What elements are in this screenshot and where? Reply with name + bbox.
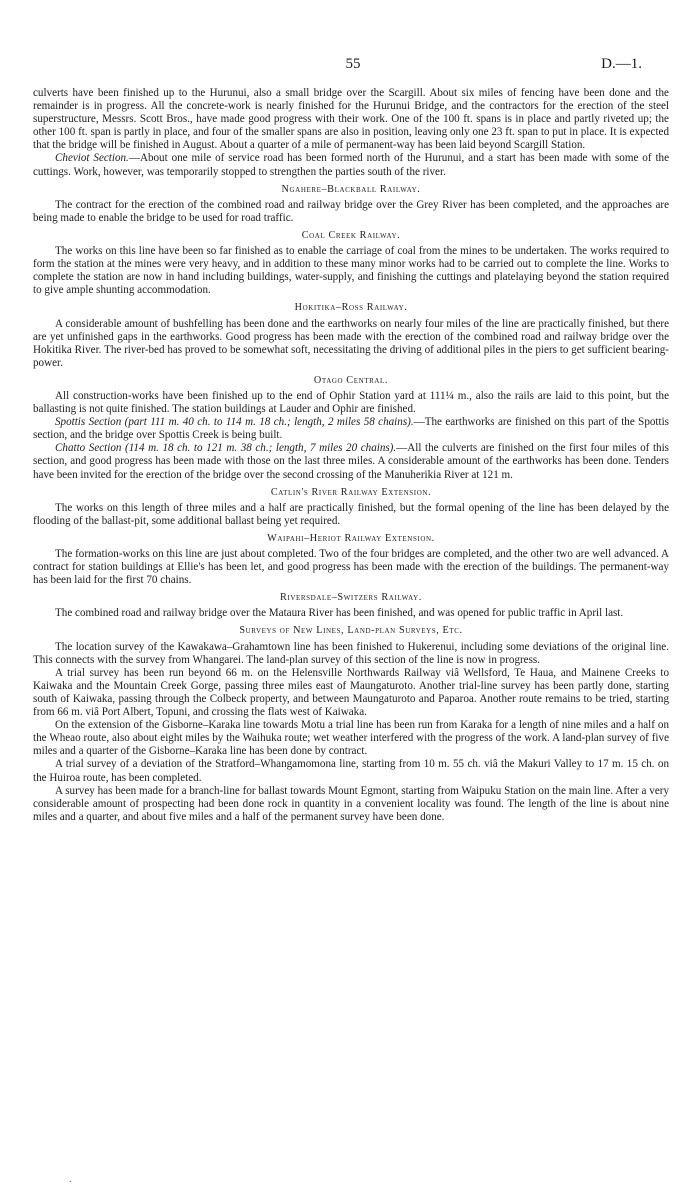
paragraph-gisborne-karaka-survey: On the extension of the Gisborne–Karaka line towards Motu a trial line has been run from Karaka for a length of nine miles and a half on the Wheao route, also about eight miles by the Waihuka route; wet weather interfered with the progress of the work. A land-plan survey of five miles and a quarter of the Gisborne–Karaka line has been done by contract.	[33, 719, 669, 758]
paragraph-hurunui-continued: culverts have been finished up to the Hurunui, also a small bridge over the Scargill. About six miles of fencing have been done and the remainder is in progress. All the concrete-work is nearly finished for the Hurunui Bridge, and the contractors for the erection of the steel superstructure, Messrs. Scott Bros., have made good progress with their work. One of the 100 ft. spans is in place and partly riveted up; the other 100 ft. span is partly in place, and four of the smaller spans are also in position, leaving only one 23 ft. span to put in place. It is expected that the bridge will be finished in August. About a quarter of a mile of permanent-way has been laid beyond Scargill Station.	[33, 87, 669, 152]
paragraph-spottis-section	[33, 416, 669, 442]
paragraph-chatto-section	[33, 442, 669, 481]
section-lead: Spottis Section (part 111 m. 40 ch. to 114 m. 18 ch.; length, 2 miles 58 chains).	[55, 416, 414, 429]
document-reference: D.—1.	[601, 56, 642, 72]
section-heading-waipahi-heriot: Waipahi–Heriot Railway Extension.	[267, 532, 435, 544]
paragraph-riversdale-switzers: The combined road and railway bridge over the Mataura River has been finished, and was opened for public traffic in April last.	[55, 607, 624, 620]
section-heading-catlins-river: Catlin's River Railway Extension.	[270, 486, 432, 498]
paragraph-coal-creek: The works on this line have been so far finished as to enable the carriage of coal from the mines to be undertaken. The works required to form the station at the mines were very heavy, and in addition to these many minor works had to be carried out to complete the line. Works to complete the station are now in hand including buildings, water-supply, and finishing the cuttings and platelaying beyond the station required to give ample shunting accommodation.	[33, 245, 669, 297]
paragraph-hokitika-ross: A considerable amount of bushfelling has been done and the earthworks on nearly four miles of the line are practically finished, but there are yet unfinished gaps in the earthworks. Good progress has been made with the erection of the combined road and railway bridge over the Hokitika River. The river-bed has proved to be somewhat soft, necessitating the driving of additional piles in the piers to get sufficient bearing-power.	[33, 317, 669, 369]
section-heading-riversdale-switzers: Riversdale–Switzers Railway.	[280, 592, 422, 604]
paragraph-text: —The earthworks are finished on this part of the Spottis section, and the bridge over Spottis Creek is being built.	[33, 416, 669, 442]
page-header	[0, 56, 700, 76]
paragraph-catlins-river: The works on this length of three miles and a half are practically finished, but the formal opening of the line has been delayed by the flooding of the ballast-pit, some additional ballast being yet required.	[33, 501, 669, 527]
section-heading-hokitika-ross: Hokitika–Ross Railway.	[294, 302, 408, 314]
paragraph-helensville-survey: A trial survey has been run beyond 66 m. on the Helensville Northwards Railway viâ Wellsford, Te Haua, and Mainene Creeks to Kaiwaka and the Mountain Creek Gorge, passing three miles east of Maungaturoto. Another trial-line survey has been partly done, starting south of Kaiwaka, passing through the Colbeck property, and between Maungaturoto and Paparoa. Another route remains to be tried, starting from 66 m. viâ Port Albert, Topuni, and crossing the flats west of Kaiwaka.	[33, 666, 669, 719]
section-lead: Cheviot Section.	[55, 152, 129, 165]
paragraph-kawakawa-survey: The location survey of the Kawakawa–Grahamtown line has been finished to Hukerenui, including some deviations of the original line. This connects with the survey from Whangarei. The land-plan survey of this section of the line is now in progress.	[33, 640, 669, 666]
paragraph-ngahere-blackball: The contract for the erection of the combined road and railway bridge over the Grey River has been completed, and the approaches are being made to enable the bridge to be used for road traffic.	[33, 198, 669, 224]
paragraph-text: —About one mile of service road has been formed north of the Hurunui, and a start has been made with some of the cuttings. Work, however, was temporarily stopped to strengthen the parties south of the river.	[33, 152, 669, 178]
document-body	[33, 87, 669, 824]
section-lead: Chatto Section (114 m. 18 ch. to 121 m. 38 ch.; length, 7 miles 20 chains).	[55, 442, 397, 455]
paragraph-otago-central: All construction-works have been finished up to the end of Ophir Station yard at 111¼ m., also the rails are laid to this point, but the ballasting is not quite finished. The station buildings at Lauder and Ophir are finished.	[33, 389, 669, 416]
section-heading-otago-central: Otago Central.	[313, 374, 389, 386]
section-heading-surveys: Surveys of New Lines, Land-plan Surveys, Etc.	[239, 625, 463, 637]
paragraph-text: —All the culverts are finished on the first four miles of this section, and good progress has been made with those on the last three miles. A considerable amount of the earthworks has been done. Tenders have been invited for the erection of the bridge over the second crossing of the Manuherikia River at 121 m.	[33, 442, 669, 481]
footer-mark: .	[69, 1174, 72, 1185]
section-heading-coal-creek: Coal Creek Railway.	[301, 229, 401, 241]
page-number: 55	[345, 56, 361, 72]
paragraph-egmont-ballast-survey: A survey has been made for a branch-line for ballast towards Mount Egmont, starting from Waipuku Station on the main line. After a very considerable amount of prospecting had been done rock in quantity in a convenient locality was found. The length of the line is about nine miles and a quarter, and about five miles and a half of the permanent survey have been done.	[33, 784, 669, 823]
paragraph-waipahi-heriot: The formation-works on this line are just about completed. Two of the four bridges are completed, and the other two are well advanced. A contract for station buildings at Ellie's has been let, and good progress has been made with the erection of the buildings. The permanent-way has been laid for the first 70 chains.	[33, 548, 669, 587]
section-heading-ngahere-blackball: Ngahere–Blackball Railway.	[281, 183, 421, 195]
paragraph-stratford-survey: A trial survey of a deviation of the Stratford–Whangamomona line, starting from 10 m. 55 ch. viâ the Makuri Valley to 17 m. 15 ch. on the Huiroa route, has been completed.	[33, 758, 669, 784]
paragraph-cheviot-section	[33, 152, 669, 178]
